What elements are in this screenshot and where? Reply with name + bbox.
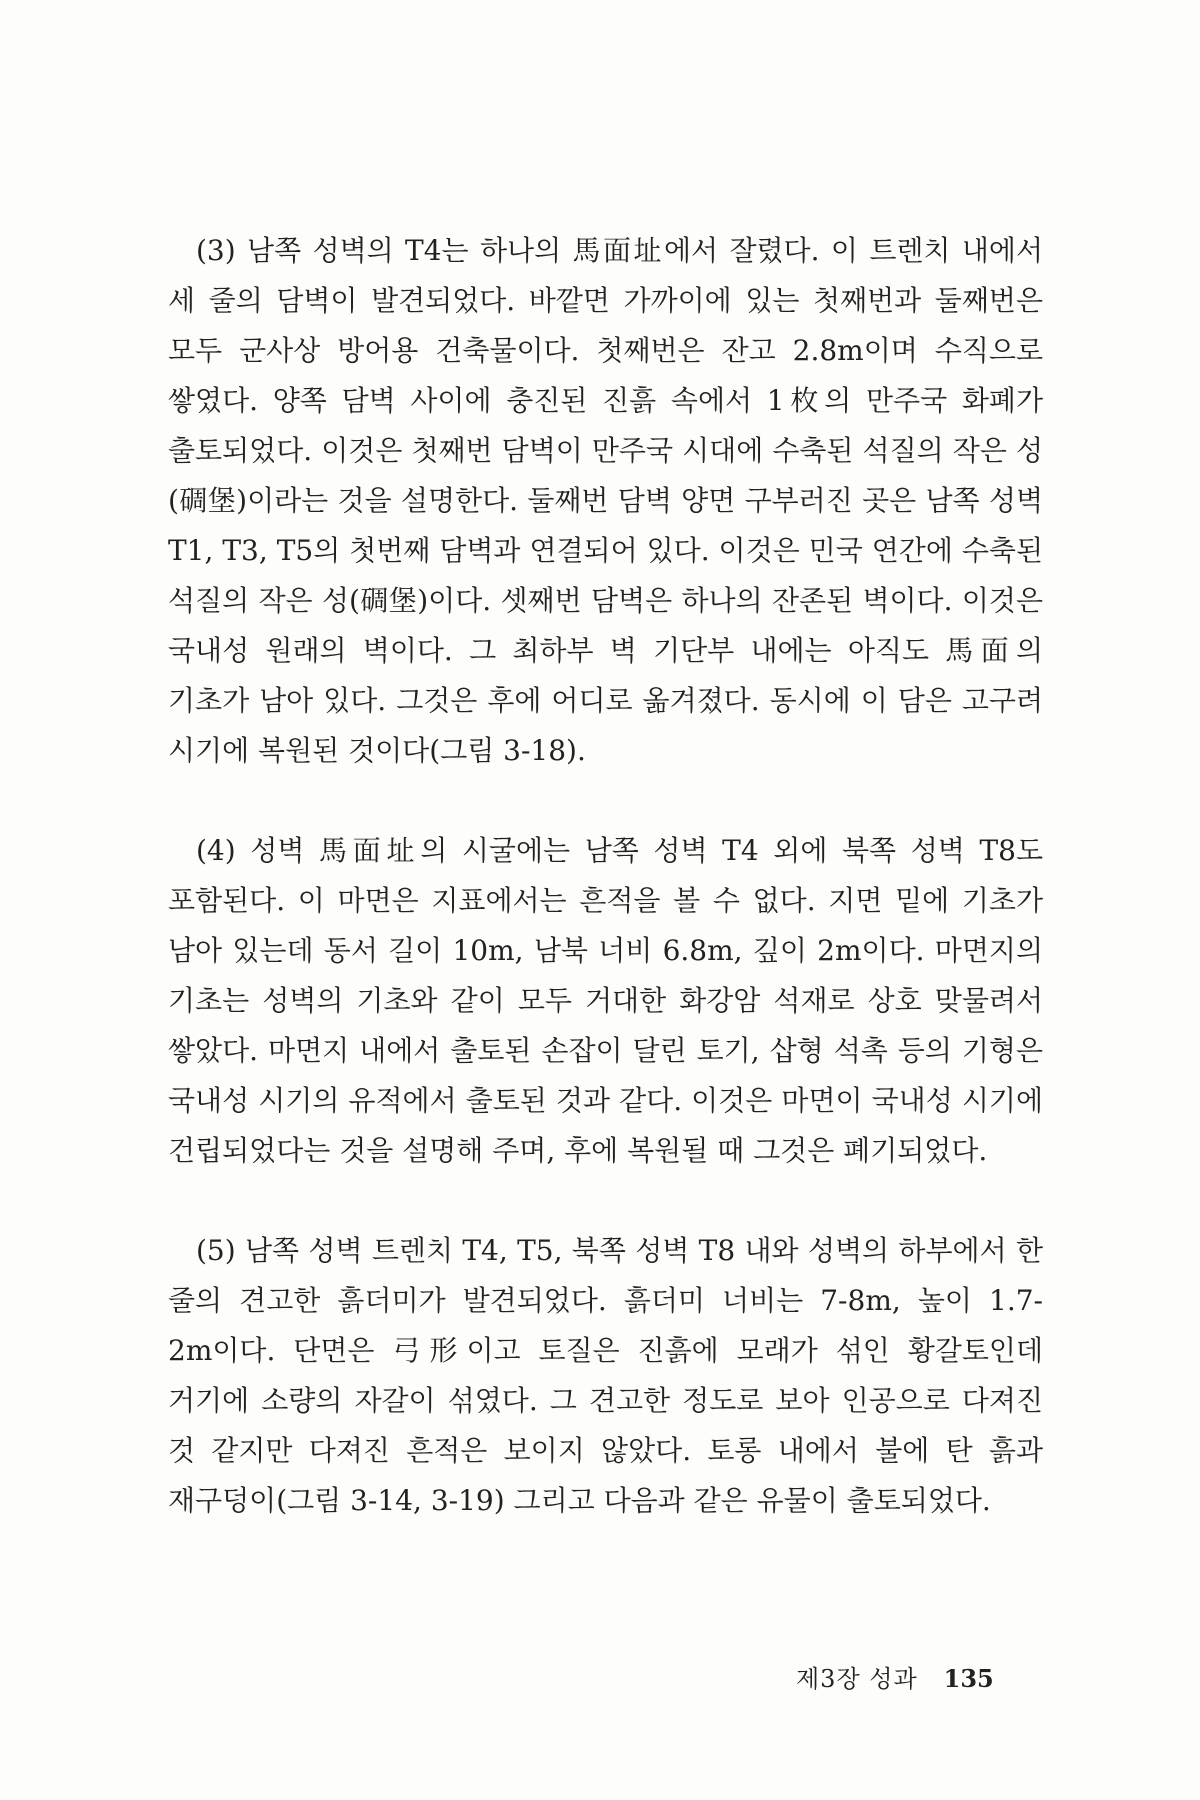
page-number: 135 — [943, 1664, 994, 1693]
chapter-title: 제3장 성과 — [796, 1665, 918, 1693]
page-footer — [796, 1659, 994, 1694]
paragraph-3: (3) 남쪽 성벽의 T4는 하나의 馬面址에서 잘렸다. 이 트렌치 내에서 세 줄의 담벽이 발견되었다. 바깥면 가까이에 있는 첫째번과 둘째번은 모두 군사상 방어용 건축물이다. 첫째번은 잔고 2.8m이며 수직으로 쌓였다. 양쪽 담벽 사이에 충진된 진흙 속에서 1枚의 만주국 화폐가 출토되었다. 이것은 첫째번 담벽이 만주국 시대에 수축된 석질의 작은 성(碉堡)이라는 것을 설명한다. 둘째번 담벽 양면 구부러진 곳은 남쪽 성벽 T1, T3, T5의 첫번째 담벽과 연결되어 있다. 이것은 민국 연간에 수축된 석질의 작은 성(碉堡)이다. 셋째번 담벽은 하나의 잔존된 벽이다. 이것은 국내성 원래의 벽이다. 그 최하부 벽 기단부 내에는 아직도 馬面의 기초가 남아 있다. 그것은 후에 어디로 옮겨졌다. 동시에 이 담은 고구려 시기에 복원된 것이다(그림 3-18). — [168, 234, 1043, 767]
body-text — [168, 226, 1043, 1526]
paragraph-5: (5) 남쪽 성벽 트렌치 T4, T5, 북쪽 성벽 T8 내와 성벽의 하부에서 한 줄의 견고한 흙더미가 발견되었다. 흙더미 너비는 7-8m, 높이 1.7-2m이다. 단면은 弓形이고 토질은 진흙에 모래가 섞인 황갈토인데 거기에 소량의 자갈이 섞였다. 그 견고한 정도로 보아 인공으로 다져진 것 같지만 다져진 흔적은 보이지 않았다. 토롱 내에서 불에 탄 흙과 재구덩이(그림 3-14, 3-19) 그리고 다음과 같은 유물이 출토되었다. — [168, 1234, 1043, 1517]
paragraph-4: (4) 성벽 馬面址의 시굴에는 남쪽 성벽 T4 외에 북쪽 성벽 T8도 포함된다. 이 마면은 지표에서는 흔적을 볼 수 없다. 지면 밑에 기초가 남아 있는데 동서 길이 10m, 남북 너비 6.8m, 깊이 2m이다. 마면지의 기초는 성벽의 기초와 같이 모두 거대한 화강암 석재로 상호 맞물려서 쌓았다. 마면지 내에서 출토된 손잡이 달린 토기, 삽형 석촉 등의 기형은 국내성 시기의 유적에서 출토된 것과 같다. 이것은 마면이 국내성 시기에 건립되었다는 것을 설명해 주며, 후에 복원될 때 그것은 폐기되었다. — [168, 834, 1043, 1167]
